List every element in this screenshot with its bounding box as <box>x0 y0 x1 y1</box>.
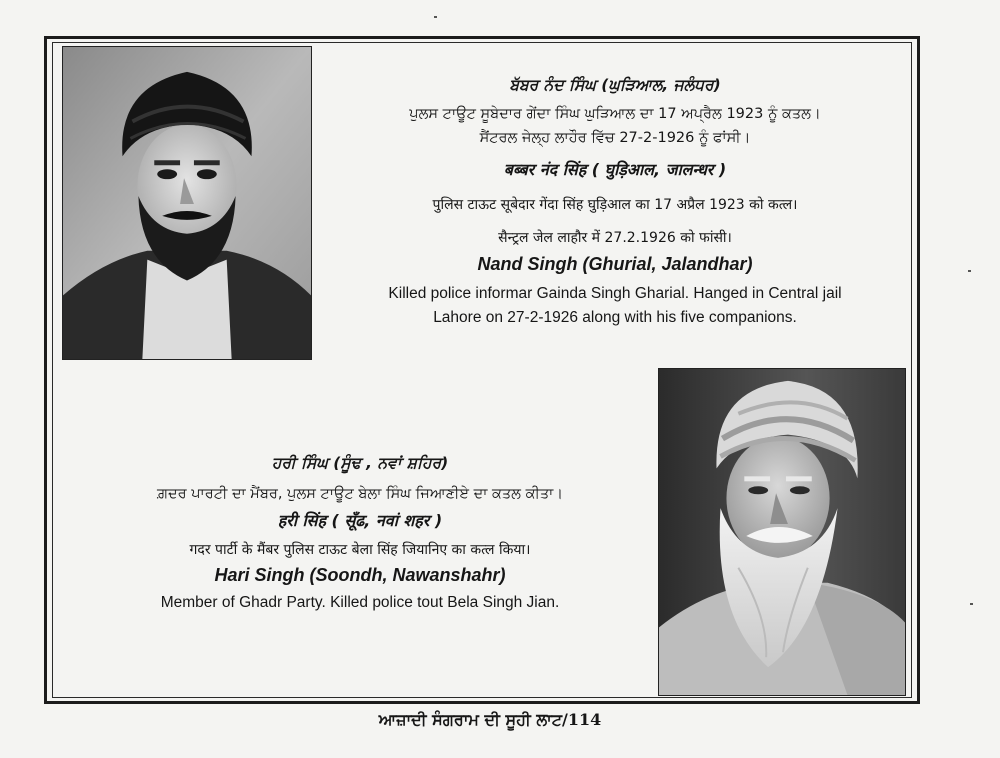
scan-speck <box>434 16 437 18</box>
hari-singh-heading-english: Hari Singh (Soondh, Nawanshahr) <box>214 565 506 585</box>
nand-singh-portrait <box>62 46 312 360</box>
scan-speck <box>970 603 973 605</box>
nand-singh-heading-english: Nand Singh (Ghurial, Jalandhar) <box>477 254 753 274</box>
nand-singh-line2-hindi: सैन्ट्रल जेल लाहौर में 27.2.1926 को फांसी। <box>498 230 732 246</box>
hari-singh-heading-hindi: हरी सिंह ( सूँढ, नवां शहर ) <box>277 511 443 530</box>
scan-speck <box>968 270 971 272</box>
nand-singh-heading-punjabi: ਬੱਬਰ ਨੰਦ ਸਿੰਘ (ਘੁੜਿਆਲ, ਜਲੰਧਰ) <box>509 76 721 94</box>
hari-singh-line1-punjabi: ਗ਼ਦਰ ਪਾਰਟੀ ਦਾ ਮੈਂਬਰ, ਪੁਲਸ ਟਾਊਟ ਬੇਲਾ ਸਿੰਘ ਜਿਆਣੀਏ ਦਾ ਕਤਲ ਕੀਤਾ। <box>156 486 564 502</box>
hari-singh-heading-punjabi: ਹਰੀ ਸਿੰਘ (ਸੂੰਢ , ਨਵਾਂ ਸ਼ਹਿਰ) <box>271 454 449 472</box>
nand-singh-heading-hindi: बब्बर नंद सिंह ( घुड़िआल, जालन्धर ) <box>503 160 727 179</box>
hari-singh-line1-english: Member of Ghadr Party. Killed police tout Bela Singh Jian. <box>160 594 560 611</box>
nand-singh-line1-hindi: पुलिस टाऊट सूबेदार गेंदा सिंह घुड़िआल का 17 अप्रैल 1923 को कत्ल। <box>432 197 798 213</box>
hari-singh-line1-hindi: गदर पार्टी के मैंबर पुलिस टाऊट बेला सिंह जियानिए का कत्ल किया। <box>189 542 531 558</box>
nand-singh-line1-english: Killed police informar Gainda Singh Gharial. Hanged in Central jail <box>388 285 842 302</box>
nand-singh-line2-english: Lahore on 27-2-1926 along with his five companions. <box>433 309 797 326</box>
hari-singh-portrait <box>658 368 906 696</box>
nand-singh-line1-punjabi: ਪੁਲਸ ਟਾਊਟ ਸੂਬੇਦਾਰ ਗੇਂਦਾ ਸਿੰਘ ਘੁੜਿਆਲ ਦਾ 17 ਅਪ੍ਰੈਲ 1923 ਨੂੰ ਕਤਲ। <box>409 106 821 122</box>
nand-singh-line2-punjabi: ਸੈਂਟਰਲ ਜੇਲ੍ਹ ਲਾਹੌਰ ਵਿੱਚ 27-2-1926 ਨੂੰ ਫਾਂਸੀ। <box>479 130 751 146</box>
page-footer-caption: ਆਜ਼ਾਦੀ ਸੰਗਰਾਮ ਦੀ ਸੂਹੀ ਲਾਟ/114 <box>378 710 602 729</box>
